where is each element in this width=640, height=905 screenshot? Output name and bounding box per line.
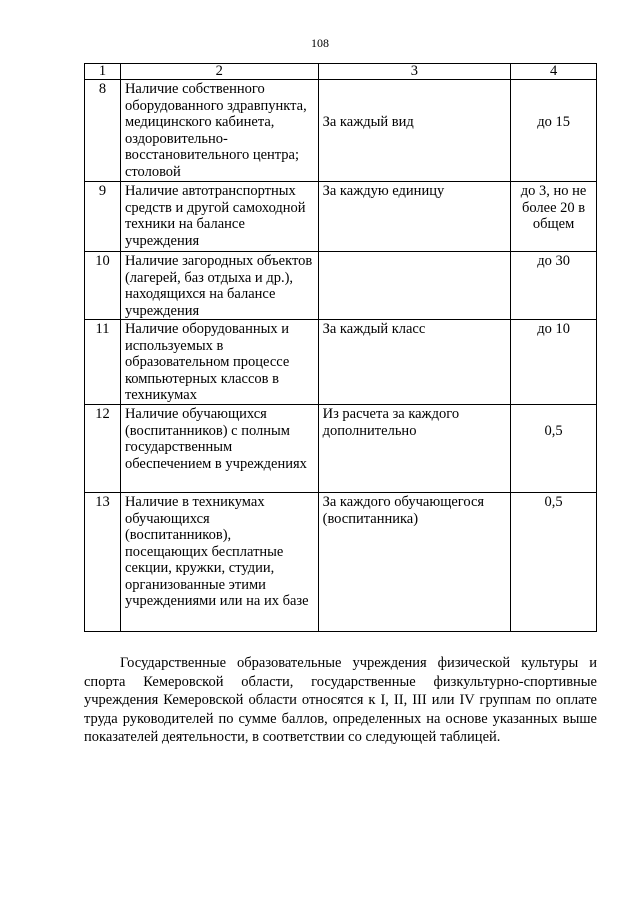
header-cell: 2 [120, 64, 318, 80]
points-text: 0,5 [544, 422, 563, 439]
row-number: 8 [85, 80, 121, 182]
header-cell: 3 [318, 64, 511, 80]
indicator-cell: Наличие автотранспортных средств и другой самоходной техники на балансе учреждения [120, 182, 318, 252]
row-number: 13 [85, 493, 121, 632]
condition-cell: Из расчета за каждого дополнительно [318, 405, 511, 493]
header-cell: 1 [85, 64, 121, 80]
indicator-cell: Наличие в техникумах обучающихся (воспитанников), посещающих бесплатные секции, кружки, студии, организованные этими учреждениями или на их базе [120, 493, 318, 632]
table-row [85, 80, 597, 182]
indicator-cell: Наличие загородных объектов (лагерей, баз отдыха и др.), находящихся на балансе учреждения [120, 252, 318, 320]
condition-text: За каждый вид [322, 114, 414, 130]
points-cell: до 30 [511, 252, 597, 320]
row-number: 11 [85, 320, 121, 405]
condition-cell: За каждый класс [318, 320, 511, 405]
condition-cell [318, 80, 511, 182]
indicator-cell: Наличие обучающихся (воспитанников) с полным государственным обеспечением в учреждениях [120, 405, 318, 493]
row-number: 10 [85, 252, 121, 320]
table-row [85, 182, 597, 252]
indicator-cell: Наличие собственного оборудованного здравпункта, медицинского кабинета, оздоровительно-восстановительного центра; столовой [120, 80, 318, 182]
points-cell: до 10 [511, 320, 597, 405]
table-header-row [85, 64, 597, 80]
table-row [85, 493, 597, 632]
condition-cell: За каждую единицу [318, 182, 511, 252]
indicators-table [84, 63, 597, 632]
points-cell: 0,5 [511, 493, 597, 632]
condition-cell: За каждого обучающегося (воспитанника) [318, 493, 511, 632]
points-text: до 15 [537, 114, 570, 130]
page-number: 108 [311, 36, 329, 50]
points-cell [511, 80, 597, 182]
header-cell: 4 [511, 64, 597, 80]
table-row [85, 252, 597, 320]
body-paragraph: Государственные образовательные учреждения физической культуры и спорта Кемеровской области, государственные физкультурно-спортивные учреждения Кемеровской области относятся к I, II, III или IV группам по оплате труда руководителей по сумме баллов, определенных на основе указанных выше показателей деятельности, в соответствии со следующей таблицей. [84, 655, 597, 745]
table-row [85, 320, 597, 405]
points-cell [511, 405, 597, 493]
points-cell: до 3, но не более 20 в общем [511, 182, 597, 252]
table-row [85, 405, 597, 493]
row-number: 12 [85, 405, 121, 493]
indicator-cell: Наличие оборудованных и используемых в образовательном процессе компьютерных классов в техникумах [120, 320, 318, 405]
condition-cell [318, 252, 511, 320]
row-number: 9 [85, 182, 121, 252]
